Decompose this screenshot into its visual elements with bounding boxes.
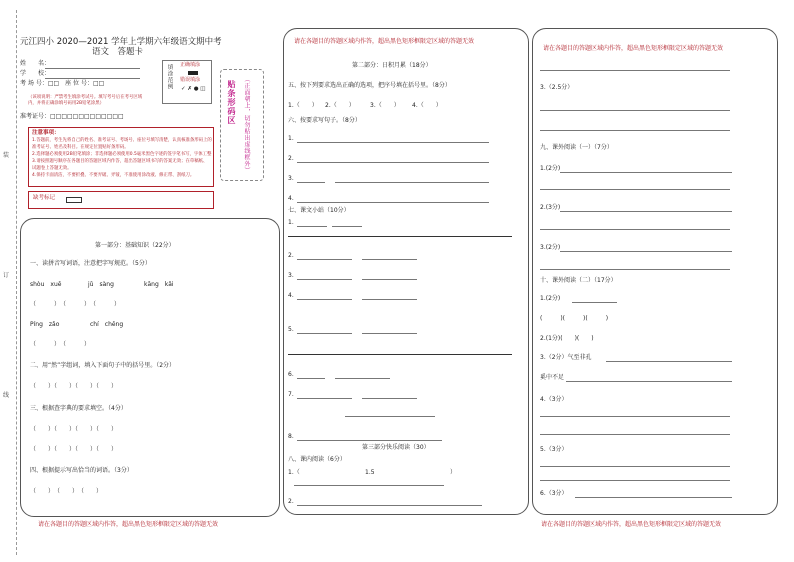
q7-item-num: 4. bbox=[288, 292, 294, 299]
answer-parens-row[interactable]: （ ）（ ）（ ）（ ） bbox=[30, 426, 118, 433]
q6-item-num: 4. bbox=[288, 195, 294, 202]
part1-heading: 第一部分：基础知识（22分） bbox=[95, 242, 175, 249]
binding-char-xian: 线 bbox=[3, 392, 10, 399]
q7-answer-line[interactable] bbox=[345, 416, 435, 417]
boundary-warning-top-2: 请在各题目的答题区域内作答，超出黑色矩形框限定区域的答题无效 bbox=[294, 38, 475, 45]
q7-answer-line[interactable] bbox=[335, 378, 390, 379]
school-line[interactable] bbox=[45, 78, 140, 79]
name-line[interactable] bbox=[45, 68, 140, 69]
q6-item-num: 1. bbox=[288, 135, 294, 142]
q7-item-num: 1. bbox=[288, 219, 294, 226]
answer-line[interactable] bbox=[560, 172, 732, 173]
q7-answer-line[interactable] bbox=[297, 279, 352, 280]
q9-item: 3.(2分) bbox=[540, 244, 561, 251]
answer-parens-row[interactable]: （ ）（ ）（ ）（ ） bbox=[30, 446, 118, 453]
answer-line[interactable] bbox=[575, 497, 732, 498]
q8-item[interactable]: 1.（ bbox=[288, 469, 300, 476]
q7-heading: 七、课文小站（10分） bbox=[288, 207, 350, 214]
answer-line[interactable] bbox=[540, 189, 730, 190]
q7-answer-line[interactable] bbox=[297, 378, 325, 379]
q6-item-num: 3. bbox=[288, 175, 294, 182]
notice-line: 4.保持卡面清洁，不要折叠、不要弄破、弄皱，不准使用涂改液、修正带、刮纸刀。 bbox=[32, 173, 195, 178]
binding-char-zhuang: 装 bbox=[3, 152, 10, 159]
q-item: 3.（2.5分） bbox=[540, 84, 574, 91]
correct-fill-label: 正确填涂 bbox=[180, 62, 201, 68]
q8-item: 1.5 bbox=[365, 469, 375, 476]
exam-title: 元江四小 2020—2021 学年上学期六年级语文期中考 bbox=[20, 37, 222, 47]
q7-answer-line[interactable] bbox=[362, 259, 417, 260]
q10-item: 5.（3分） bbox=[540, 446, 568, 453]
answer-line[interactable] bbox=[540, 480, 730, 481]
q7-item-num: 7. bbox=[288, 391, 294, 398]
answer-parens-row[interactable]: （ ） （ ） （ ） bbox=[30, 301, 121, 308]
q10-item: 6.（3分） bbox=[540, 490, 568, 497]
q1-heading: 一、读拼音写词语，注意把字写规范。（5分） bbox=[30, 260, 151, 267]
q10-item: 1.(2分) bbox=[540, 295, 561, 302]
barcode-title: 贴条形码区 bbox=[227, 80, 236, 125]
answer-line[interactable] bbox=[566, 381, 732, 382]
q10-heading: 十、课外阅读（二）（17分） bbox=[540, 277, 617, 284]
q6-answer-line[interactable] bbox=[335, 182, 489, 183]
room-seat-label: 考 场 号：□□ 座 位 号：□□ bbox=[20, 80, 105, 87]
answer-line[interactable] bbox=[540, 466, 730, 467]
q7-answer-line[interactable] bbox=[297, 299, 352, 300]
q7-answer-line[interactable] bbox=[297, 440, 442, 441]
q10-item[interactable]: ( )( )( ) bbox=[540, 315, 609, 322]
absent-label: 缺考标记 bbox=[33, 195, 56, 201]
q7-answer-line[interactable] bbox=[297, 226, 327, 227]
boundary-warning-bottom-3: 请在各题目的答题区域内作答，超出黑色矩形框限定区域的答题无效 bbox=[541, 521, 722, 528]
exam-id-label: 准考证号：□□□□□□□□□□□□□ bbox=[20, 113, 124, 120]
answer-line[interactable] bbox=[540, 130, 730, 131]
pinyin-3: kāng kǎi bbox=[144, 281, 174, 288]
q10-item[interactable]: 2.(1分)( )( ) bbox=[540, 335, 594, 342]
q6-item-num: 2. bbox=[288, 155, 294, 162]
binding-margin bbox=[6, 10, 17, 555]
q6-answer-line[interactable] bbox=[297, 202, 489, 203]
answer-line[interactable] bbox=[540, 434, 730, 435]
q10-item: 4.（3分） bbox=[540, 396, 568, 403]
answer-line[interactable] bbox=[540, 416, 730, 417]
fill-instruction-note: （该项说明：严禁考生填涂考试号。填写考号后在考号区域内，并将正确涂填号码用2B铅笔涂黑） bbox=[28, 95, 143, 106]
q7-answer-line[interactable] bbox=[362, 333, 417, 334]
q5-heading: 五、按下列要求选出正确的选项，把序号填在括号里。（8分） bbox=[288, 82, 451, 89]
q7-item-num: 2. bbox=[288, 252, 294, 259]
q2-heading: 二、用“然”字组词，填入下面句子中的括号里。（2分） bbox=[30, 362, 176, 369]
answer-line[interactable] bbox=[540, 269, 730, 270]
answer-line[interactable] bbox=[540, 229, 730, 230]
q7-item-num: 6. bbox=[288, 371, 294, 378]
notice-title: 注意事项： bbox=[32, 130, 60, 136]
barcode-note: （正面朝上，切勿贴出虚线框外） bbox=[243, 76, 250, 174]
binding-char-ding: 订 bbox=[3, 272, 10, 279]
pinyin-1: shòu xuē bbox=[30, 281, 62, 288]
answer-panel-2 bbox=[283, 28, 529, 515]
q9-item: 2.(3分) bbox=[540, 204, 561, 211]
wrong-fill-label: 错误填涂 bbox=[180, 77, 201, 83]
q7-answer-line[interactable] bbox=[362, 279, 417, 280]
boundary-warning-bottom-1: 请在各题目的答题区域内作答，超出黑色矩形框限定区域的答题无效 bbox=[38, 521, 219, 528]
q8-close-paren: ） bbox=[450, 469, 457, 476]
q7-answer-line[interactable] bbox=[332, 226, 362, 227]
q7-divider bbox=[288, 354, 512, 355]
fill-legend-label: 填涂范例 bbox=[166, 64, 173, 90]
q7-answer-line[interactable] bbox=[297, 398, 352, 399]
q9-heading: 九、课外阅读（一）（7分） bbox=[540, 144, 613, 151]
answer-panel-3 bbox=[532, 28, 778, 515]
q8-item: 2. bbox=[288, 498, 294, 505]
notice-line: 准考证号、姓名及科目。在规定位置贴好条形码。 bbox=[32, 145, 129, 150]
pinyin-5: chí chěng bbox=[90, 321, 124, 328]
q10-item: 奚中不足 bbox=[540, 374, 565, 381]
notice-line: 1.答题前，考生先将自己的姓名、准考证号、考场号、座位号填写清楚，认真核准条形码上的 bbox=[32, 138, 212, 143]
answer-line[interactable] bbox=[572, 302, 617, 303]
answer-parens-row[interactable]: （ ） （ ） bbox=[30, 341, 91, 348]
exam-subtitle: 语文 答题卡 bbox=[92, 47, 144, 57]
q7-item-num: 8. bbox=[288, 433, 294, 440]
q8-heading: 八、课内阅读（6分） bbox=[288, 456, 346, 463]
part2-heading: 第二部分：日积月累（18分） bbox=[352, 62, 432, 69]
answer-line[interactable] bbox=[560, 251, 732, 252]
answer-line[interactable] bbox=[560, 211, 732, 212]
boundary-warning-top-3: 请在各题目的答题区域内作答，超出黑色矩形框限定区域的答题无效 bbox=[543, 45, 724, 52]
q7-answer-line[interactable] bbox=[297, 333, 352, 334]
q8-answer-line[interactable] bbox=[294, 485, 444, 486]
answer-line[interactable] bbox=[540, 110, 730, 111]
q7-divider bbox=[288, 236, 512, 237]
answer-line[interactable] bbox=[540, 70, 730, 71]
q7-item-num: 3. bbox=[288, 272, 294, 279]
school-label: 学 校： bbox=[20, 70, 51, 77]
q6-heading: 六、按要求写句子。（8分） bbox=[288, 117, 361, 124]
absent-checkbox[interactable] bbox=[66, 197, 82, 203]
q10-item: 3.（2分）气至非孔 bbox=[540, 354, 592, 361]
q7-answer-line[interactable] bbox=[362, 398, 417, 399]
q5-item[interactable]: 3.（ ） bbox=[370, 102, 400, 109]
q5-item[interactable]: 4.（ ） bbox=[412, 102, 442, 109]
answer-parens-row[interactable]: （ ） （ ） （ ） bbox=[30, 488, 103, 495]
notice-line: 试题卷上答题无效。 bbox=[32, 166, 72, 171]
part3-heading: 第三部分快乐阅读（30） bbox=[362, 444, 430, 451]
notice-line: 2.选择题必须使用2B铅笔填涂；非选择题必须使用0.5毫米黑色字迹的签字笔书写，字体工整 bbox=[32, 152, 212, 157]
q4-heading: 四、根据提示写出恰当的词语。（3分） bbox=[30, 467, 133, 474]
q7-item-num: 5. bbox=[288, 326, 294, 333]
wrong-fill-examples: ✓ ✗ ● ◫ bbox=[181, 86, 206, 92]
q7-answer-line[interactable] bbox=[362, 299, 417, 300]
q9-item: 1.(2分) bbox=[540, 165, 561, 172]
answer-line[interactable] bbox=[606, 361, 732, 362]
correct-fill-mark bbox=[188, 71, 198, 75]
q3-heading: 三、根据查字典的要求填空。（4分） bbox=[30, 405, 127, 412]
name-label: 姓 名： bbox=[20, 60, 51, 67]
q6-answer-line[interactable] bbox=[297, 142, 489, 143]
pinyin-4: Píng zǎo bbox=[30, 321, 60, 328]
q7-answer-line[interactable] bbox=[297, 259, 352, 260]
pinyin-2: jǔ sàng bbox=[88, 281, 114, 288]
q5-item[interactable]: 2.（ ） bbox=[325, 102, 355, 109]
q6-answer-line[interactable] bbox=[297, 162, 489, 163]
answer-parens-row[interactable]: （ ）（ ）（ ）（ ） bbox=[30, 383, 118, 390]
q5-item[interactable]: 1.（ ） bbox=[288, 102, 318, 109]
q6-answer-line[interactable] bbox=[297, 182, 325, 183]
absent-box bbox=[28, 191, 214, 209]
q8-answer-line[interactable] bbox=[297, 505, 482, 506]
notice-line: 3.请按照题号顺序在各题目的答题区域内作答，超出答题区域书写的答案无效；在草稿纸、 bbox=[32, 159, 208, 164]
